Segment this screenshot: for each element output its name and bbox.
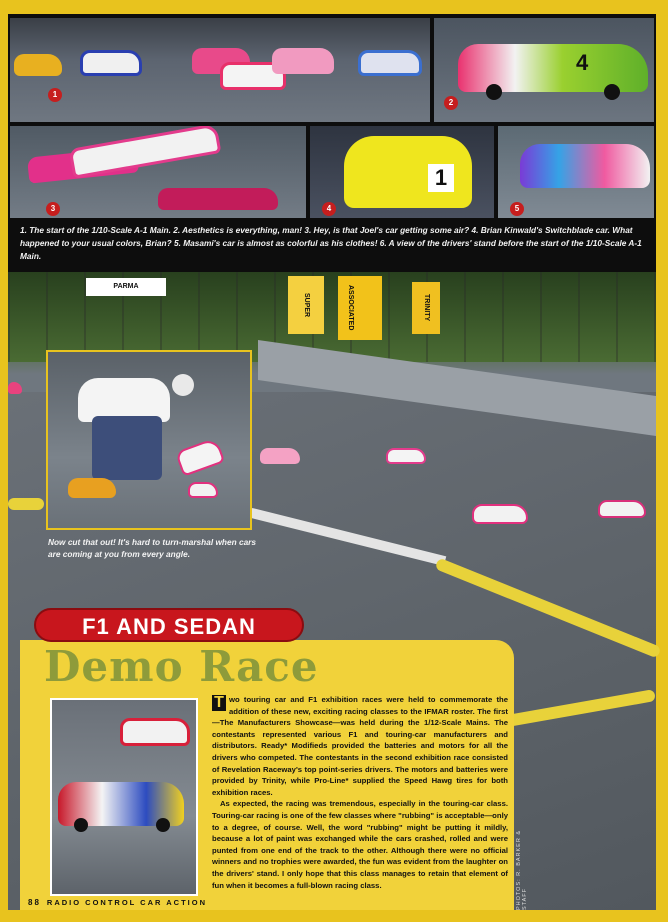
sponsor-banner: TRINITY [412, 282, 440, 334]
race-car [158, 188, 278, 210]
photo-number: 3 [46, 202, 60, 216]
sponsor-banner: PARMA [86, 278, 166, 296]
page-number: 88 [28, 898, 41, 907]
marshal-jeans [92, 416, 162, 480]
race-car [260, 448, 300, 464]
article-paragraph [212, 694, 508, 798]
race-car [598, 500, 646, 518]
sponsor-banner: SUPER [288, 276, 324, 334]
race-car [80, 50, 142, 76]
wheel [74, 818, 88, 832]
race-car [8, 382, 22, 394]
article-paragraph: As expected, the racing was tremendous, especially in the touring-car class. Touring-car racing is one of the few classes where "rubbing" is acceptable—only to a degree, of course. Well, the word "rubbing" might be putting it mildly, because a lot of paint was exchanged while the cars crashed, rolled and were punted from one end of the track to the other. Although there were no official winners and no trophies were awarded, the fun was evident from the laughter on the drivers' stand. I only hope that this class manages to retain that element of fun when it becomes a full-blown racing class. [212, 799, 508, 890]
photo-5-colorful-car [498, 126, 654, 218]
race-car [14, 54, 62, 76]
wheel [604, 84, 620, 100]
article-headline: Demo Race [44, 642, 319, 691]
wheel [486, 84, 502, 100]
magazine-page [8, 14, 656, 910]
race-car [69, 126, 222, 179]
section-label: F1 AND SEDAN [34, 608, 304, 642]
photo-number: 2 [444, 96, 458, 110]
photo-number: 1 [48, 88, 62, 102]
track-curb [8, 498, 44, 510]
race-car [188, 482, 218, 498]
race-car [272, 48, 334, 74]
sponsor-banner: ASSOCIATED [338, 276, 382, 340]
top-photo-band [8, 14, 656, 272]
race-car [386, 448, 426, 464]
inset-marshal-photo [46, 350, 252, 530]
drop-cap: T [212, 695, 226, 711]
photo-number: 4 [322, 202, 336, 216]
photo-1-race-start [10, 18, 430, 122]
photo-3-airborne [10, 126, 306, 218]
top-photo-caption: 1. The start of the 1/10-Scale A-1 Main. 2. Aesthetics is everything, man! 3. Hey, is that Joel's car getting some air? 4. Brian Kinwald's Switchblade car. What happened to your usual colors, Brian? 5. Masami's car is almost as colorful as his clothes! 6. A view of the drivers' stand before the start of the 1/10-Scale A-1 Main. [20, 225, 642, 261]
article-touring-car-photo [50, 698, 198, 896]
photo-4-switchblade [310, 126, 494, 218]
page-footer [28, 898, 207, 907]
race-car [472, 504, 528, 524]
marshal-cap [172, 374, 194, 396]
race-car [458, 44, 648, 92]
photo-credit: PHOTOS: R. BARKER & STAFF [516, 829, 528, 910]
race-car [520, 144, 650, 188]
spectator-fence [8, 272, 656, 362]
photo-2-aesthetics [434, 18, 654, 122]
wheel [156, 818, 170, 832]
magazine-name: RADIO CONTROL CAR ACTION [46, 898, 207, 907]
car-number: 4 [576, 50, 589, 75]
race-car [358, 50, 422, 76]
paragraph-text: wo touring car and F1 exhibition races were held to commemorate the addition of these new, exciting racing classes to the IFMAR roster. The first—The Manufacturers Showcase—was held during the 1/12-Scale Mains. The contestants represented various F1 and touring-car manufacturers and distributors. Ready* Modifieds provided the batteries and motors for all the drivers who competed. The contestants in the second exhibition race consisted of Revelation Raceway's top point-series drivers. The motors and batteries were provided by Trinity, while Pro-Line* supplied the Speed Hawg tires for both exhibition races. [212, 695, 508, 797]
race-car [120, 718, 190, 746]
article-body [212, 694, 508, 891]
inset-photo-caption: Now cut that out! It's hard to turn-marshal when cars are coming at you from every angle. [48, 537, 257, 559]
photo-number: 5 [510, 202, 524, 216]
race-car [68, 478, 116, 498]
car-number: 1 [428, 164, 454, 192]
race-car [175, 437, 225, 476]
